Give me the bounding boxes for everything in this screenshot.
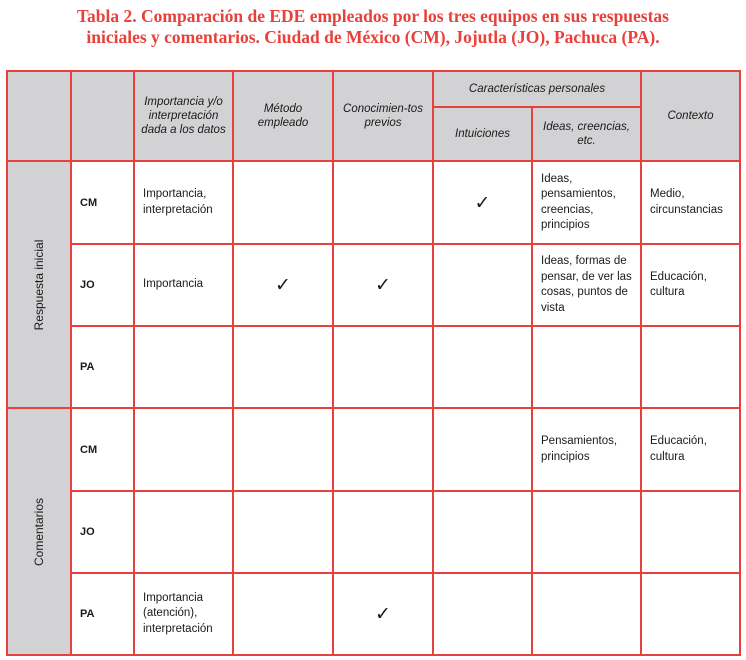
contexto-cell: Medio, circunstancias (641, 161, 740, 244)
conocimientos-checkmark: ✓ (333, 573, 433, 655)
caption-line-1: Tabla 2. Comparación de EDE empleados por los tres equipos en sus respuestas (76, 6, 669, 26)
header-corner-city (71, 71, 134, 161)
header-metodo: Método empleado (233, 71, 333, 161)
table-row (7, 573, 740, 655)
table-row (7, 244, 740, 326)
table-row (7, 408, 740, 491)
contexto-cell (641, 326, 740, 408)
metodo-checkmark: ✓ (233, 244, 333, 326)
metodo-cell (233, 408, 333, 491)
conocimientos-cell (333, 491, 433, 573)
group-respuesta-inicial (7, 161, 71, 408)
intuiciones-checkmark: ✓ (433, 161, 532, 244)
intuiciones-cell (433, 408, 532, 491)
ideas-cell (532, 573, 641, 655)
header-conocimientos: Conocimien-tos previos (333, 71, 433, 161)
header-contexto: Contexto (641, 71, 740, 161)
city-cell: PA (71, 326, 134, 408)
contexto-cell (641, 573, 740, 655)
header-corner-group (7, 71, 71, 161)
city-cell: CM (71, 161, 134, 244)
importancia-cell: Importancia (134, 244, 233, 326)
contexto-cell (641, 491, 740, 573)
importancia-cell: Importancia (atención), interpretación (134, 573, 233, 655)
contexto-cell: Educación, cultura (641, 408, 740, 491)
importancia-cell (134, 408, 233, 491)
caption-line-2: iniciales y comentarios. Ciudad de México (CM), Jojutla (JO), Pachuca (PA). (86, 27, 660, 47)
intuiciones-cell (433, 491, 532, 573)
importancia-cell (134, 491, 233, 573)
comparison-table (6, 70, 741, 656)
intuiciones-cell (433, 326, 532, 408)
ideas-cell (532, 326, 641, 408)
group-label-respuesta-inicial: Respuesta inicial (32, 239, 46, 330)
intuiciones-cell (433, 244, 532, 326)
conocimientos-checkmark: ✓ (333, 244, 433, 326)
table-row (7, 491, 740, 573)
intuiciones-cell (433, 573, 532, 655)
ideas-cell (532, 491, 641, 573)
metodo-cell (233, 491, 333, 573)
importancia-cell: Importancia, interpretación (134, 161, 233, 244)
header-intuiciones: Intuiciones (433, 107, 532, 161)
conocimientos-cell (333, 326, 433, 408)
ideas-cell: Ideas, pensamientos, creencias, principios (532, 161, 641, 244)
contexto-cell: Educación, cultura (641, 244, 740, 326)
table-row (7, 161, 740, 244)
header-row-1 (7, 71, 740, 107)
metodo-cell (233, 326, 333, 408)
metodo-cell (233, 161, 333, 244)
group-comentarios (7, 408, 71, 655)
conocimientos-cell (333, 161, 433, 244)
conocimientos-cell (333, 408, 433, 491)
ideas-cell: Ideas, formas de pensar, de ver las cosas, puntos de vista (532, 244, 641, 326)
header-caracteristicas: Características personales (433, 71, 641, 107)
group-label-comentarios: Comentarios (32, 497, 46, 566)
table-caption (0, 6, 746, 48)
table-row (7, 326, 740, 408)
city-cell: PA (71, 573, 134, 655)
header-importancia: Importancia y/o interpretación dada a los datos (134, 71, 233, 161)
importancia-cell (134, 326, 233, 408)
city-cell: CM (71, 408, 134, 491)
city-cell: JO (71, 491, 134, 573)
metodo-cell (233, 573, 333, 655)
city-cell: JO (71, 244, 134, 326)
ideas-cell: Pensamientos, principios (532, 408, 641, 491)
header-ideas: Ideas, creencias, etc. (532, 107, 641, 161)
